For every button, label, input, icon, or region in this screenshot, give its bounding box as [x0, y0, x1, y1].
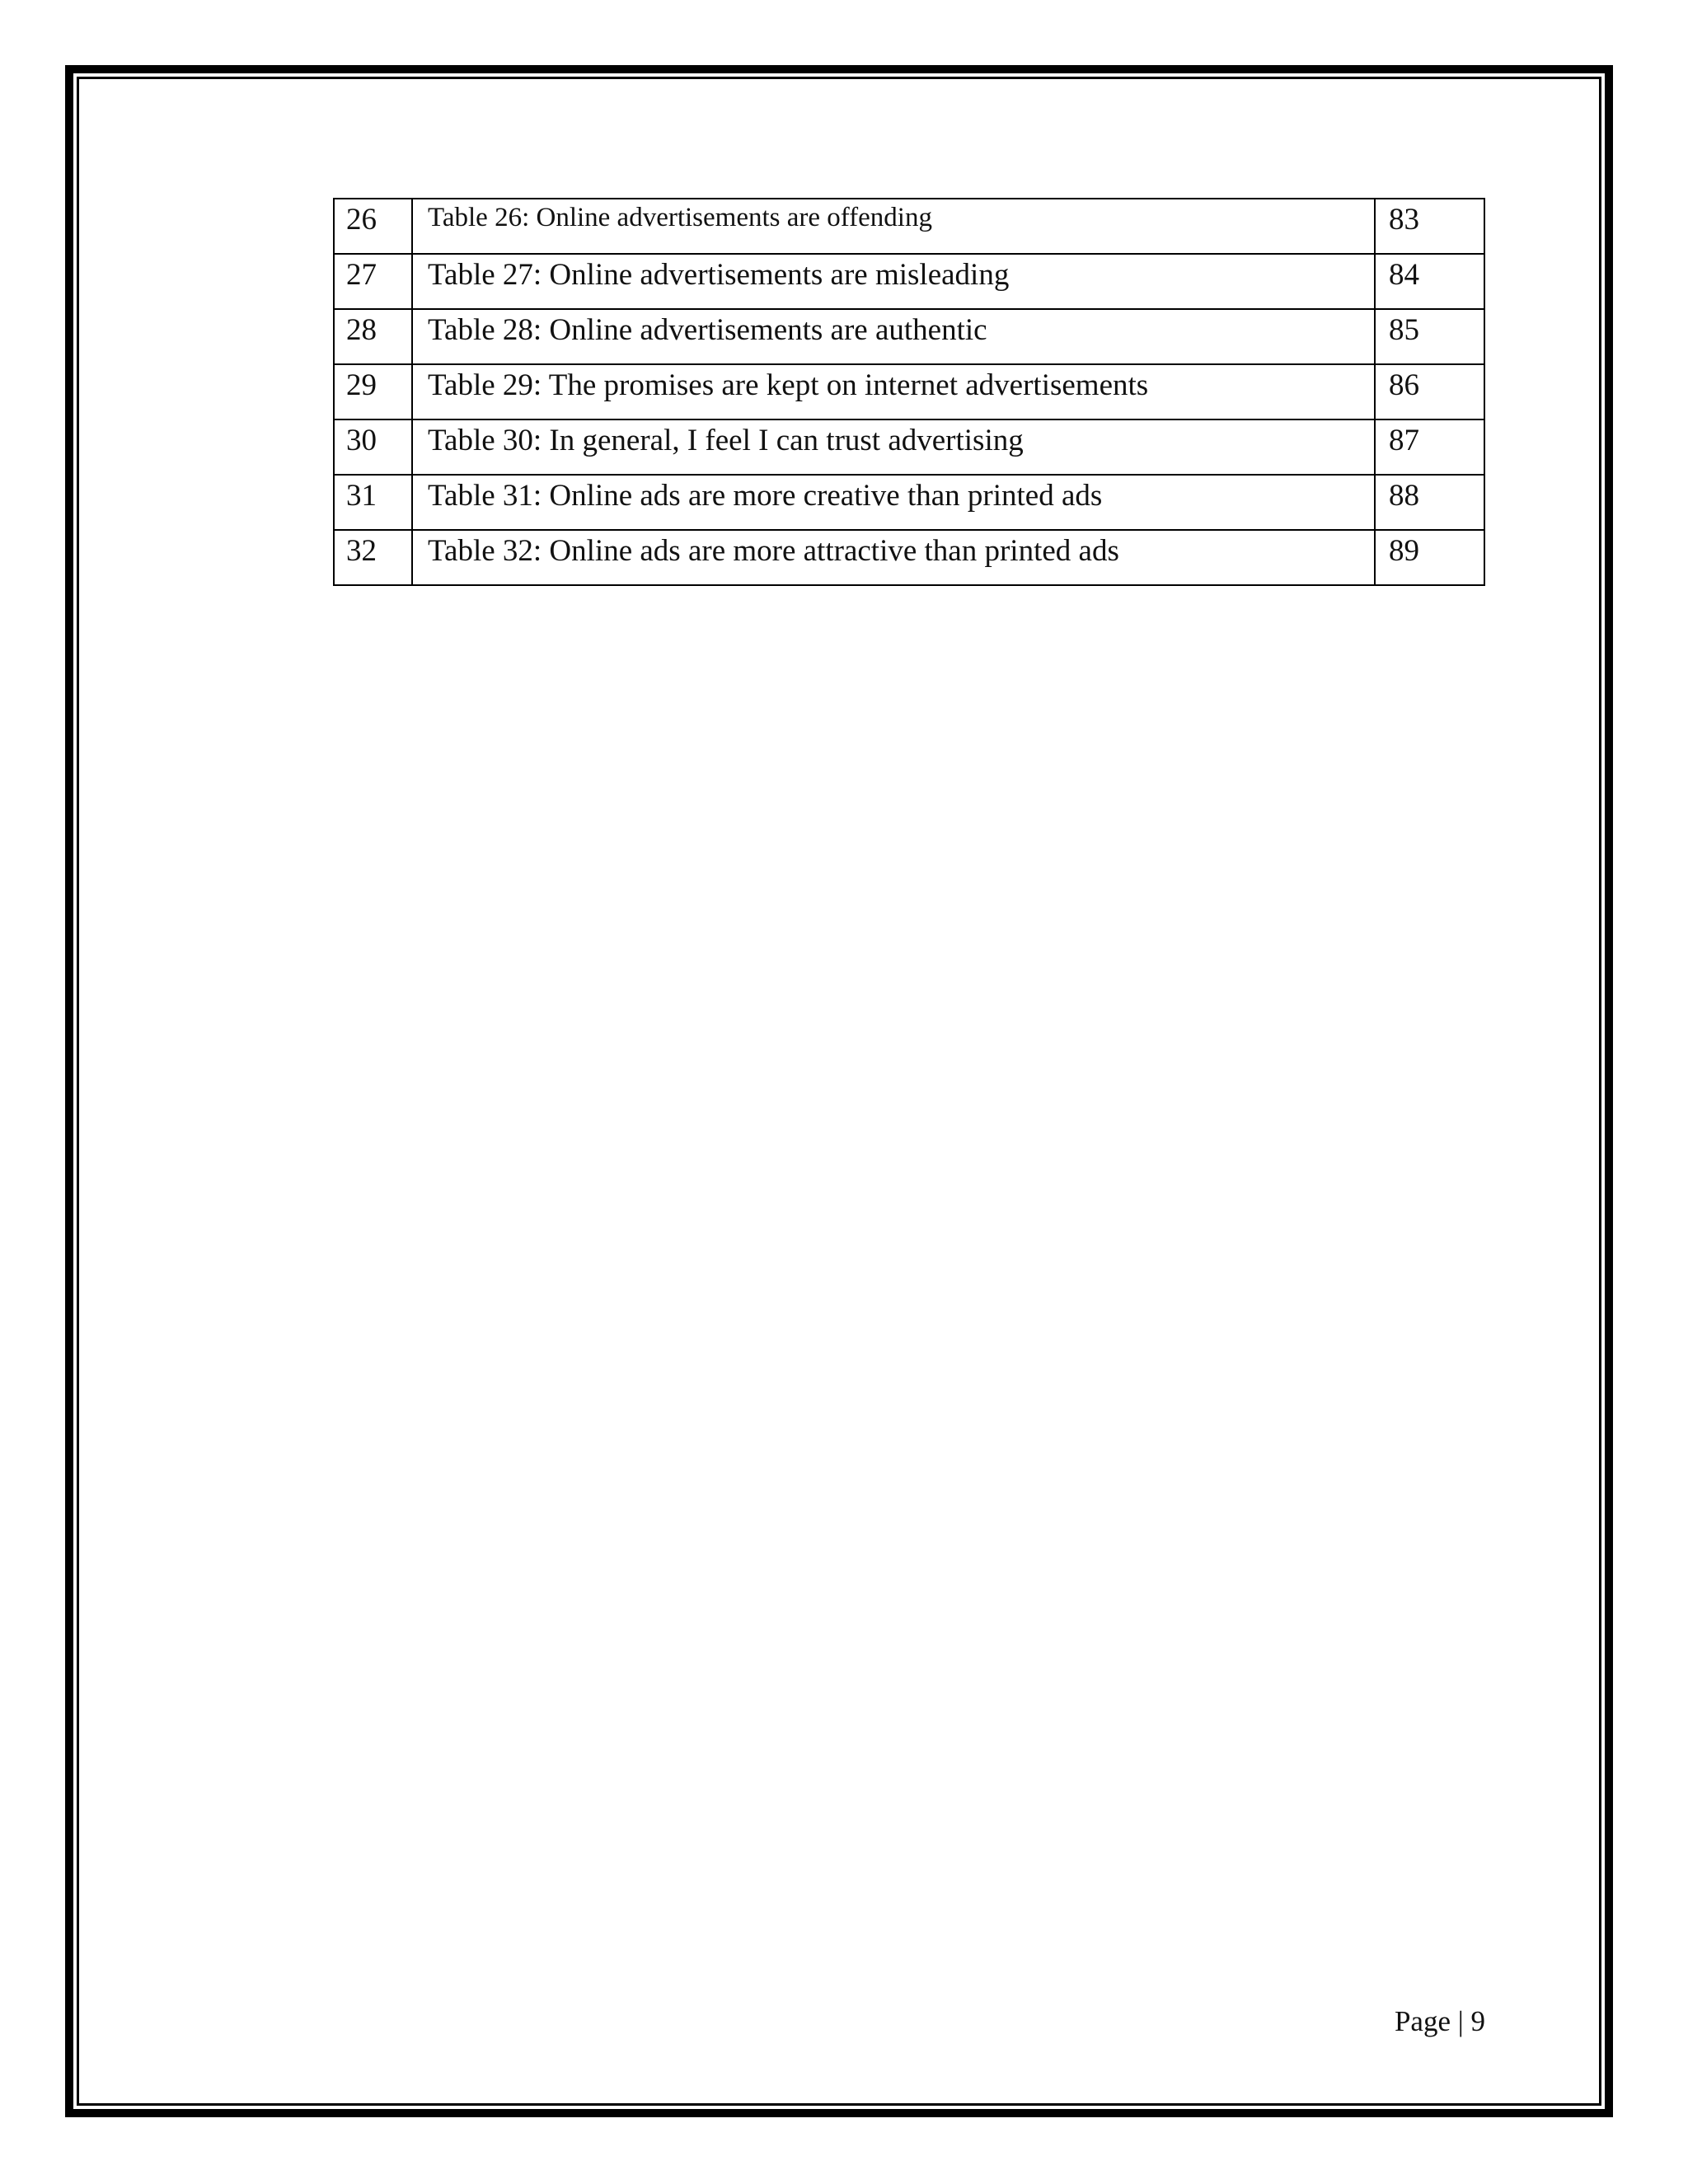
- row-page: 83: [1375, 199, 1484, 254]
- row-page: 86: [1375, 364, 1484, 419]
- list-of-tables: [333, 198, 1485, 586]
- row-number: 27: [334, 254, 412, 309]
- table-row: [334, 419, 1484, 475]
- table-row: [334, 530, 1484, 585]
- row-number: 28: [334, 309, 412, 364]
- row-title: Table 28: Online advertisements are authentic: [412, 309, 1375, 364]
- table-row: [334, 364, 1484, 419]
- table-row: [334, 254, 1484, 309]
- row-number: 30: [334, 419, 412, 475]
- row-title: Table 26: Online advertisements are offending: [412, 199, 1375, 254]
- row-page: 84: [1375, 254, 1484, 309]
- page-number: Page | 9: [1394, 2005, 1485, 2037]
- row-title: Table 30: In general, I feel I can trust advertising: [412, 419, 1375, 475]
- table-row: [334, 309, 1484, 364]
- row-page: 87: [1375, 419, 1484, 475]
- row-page: 88: [1375, 475, 1484, 530]
- row-title: Table 27: Online advertisements are misleading: [412, 254, 1375, 309]
- row-page: 85: [1375, 309, 1484, 364]
- row-number: 31: [334, 475, 412, 530]
- row-page: 89: [1375, 530, 1484, 585]
- row-title: Table 29: The promises are kept on internet advertisements: [412, 364, 1375, 419]
- table-row: [334, 475, 1484, 530]
- row-number: 32: [334, 530, 412, 585]
- row-title: Table 32: Online ads are more attractive than printed ads: [412, 530, 1375, 585]
- row-number: 26: [334, 199, 412, 254]
- row-number: 29: [334, 364, 412, 419]
- row-title: Table 31: Online ads are more creative than printed ads: [412, 475, 1375, 530]
- table-row: [334, 199, 1484, 254]
